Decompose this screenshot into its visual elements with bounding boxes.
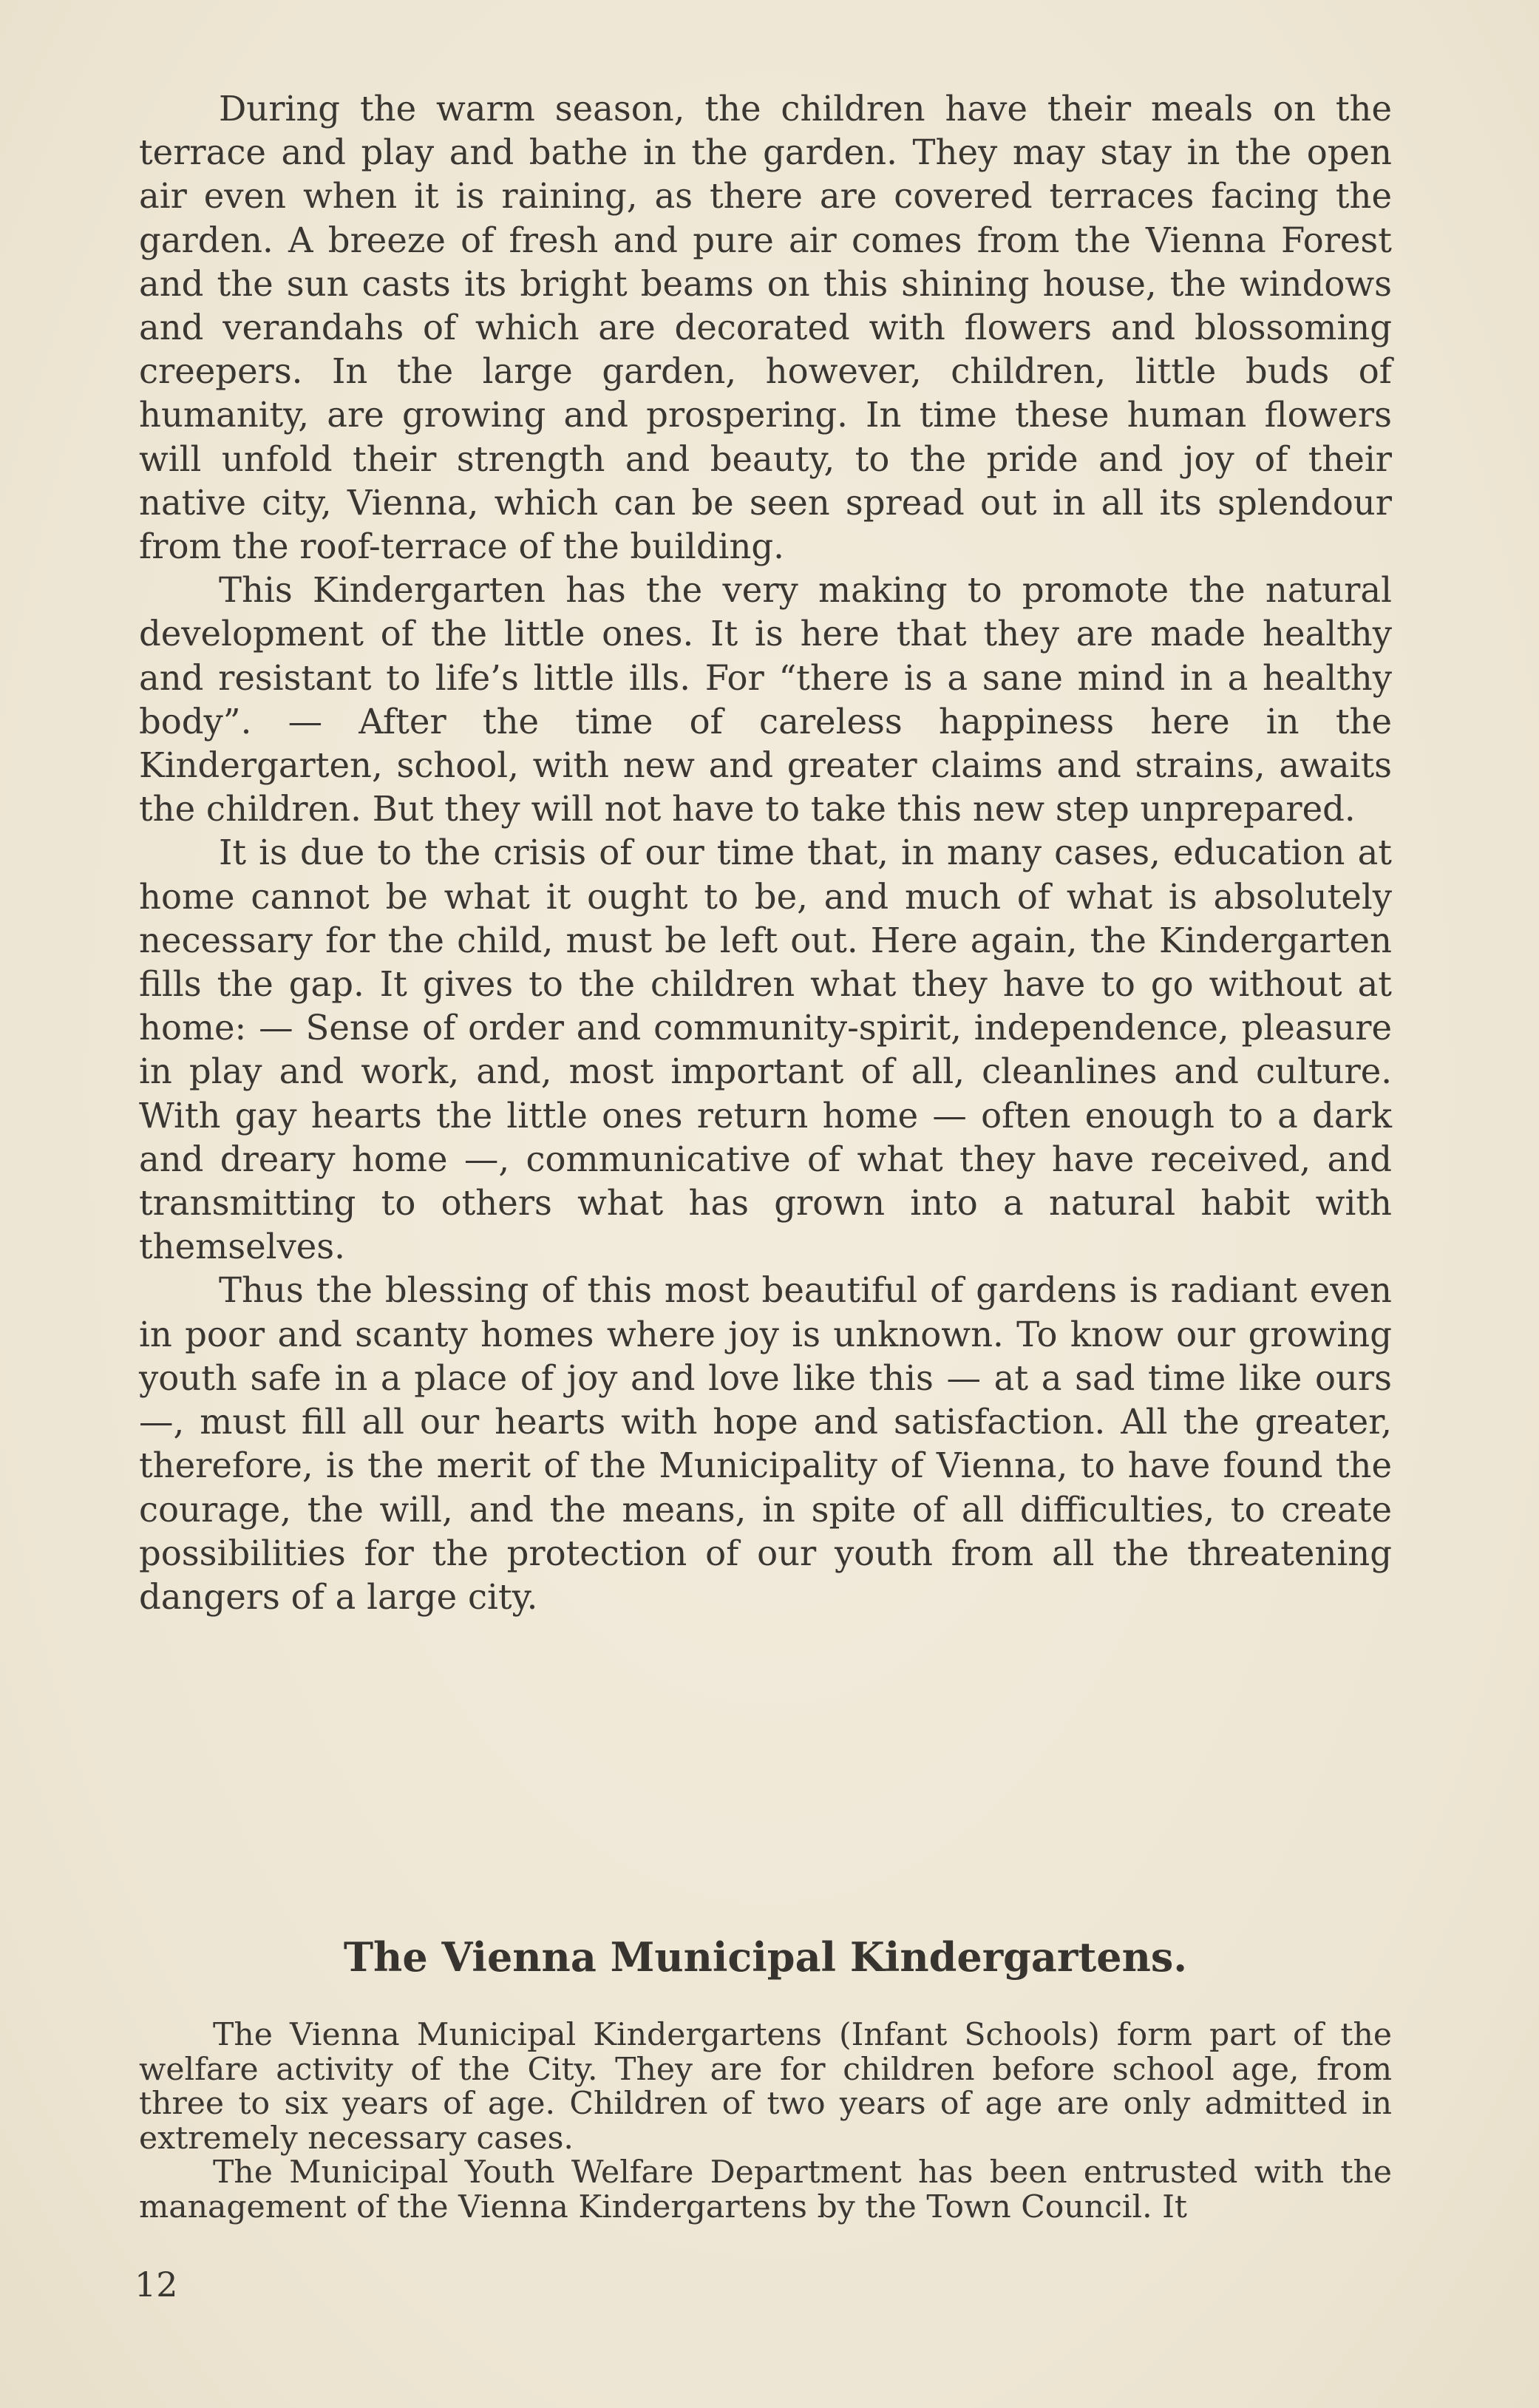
paragraph-education-at-home: It is due to the crisis of our time that, in many cases, education at home cannot be what it ought to be, and much of what is absolutely necessary for the child, must be left out. Here again, the Kindergarten fills the gap. It gives to the children what they have to go without at home: — Sense of order and community-spirit, independence, pleasure in play and work, and, most important of all, cleanlines and culture. With gay hearts the little ones return home — often enough to a dark and dreary home —, communicative of what they have received, and transmitting to others what has grown into a natural habit with themselves. [139, 832, 1392, 1267]
page-number: 12 [135, 2265, 178, 2304]
paragraph-youth-welfare-department: The Municipal Youth Welfare Department has been entrusted with the management of the Vienna Kindergartens by the Town Council. It [139, 2154, 1392, 2225]
paragraph-blessing-of-gardens: Thus the blessing of this most beautiful of gardens is radiant even in poor and scanty homes where joy is unknown. To know our growing youth safe in a place of joy and love like this — at a sad time like ours —, must fill all our hearts with hope and satisfaction. All the greater, therefore, is the merit of the Municipality of Vienna, to have found the courage, the will, and the means, in spite of all difficulties, to create possibilities for the protection of our youth from all the threatening dangers of a large city. [139, 1270, 1392, 1617]
paragraph-natural-development: This Kindergarten has the very making to promote the natural development of the little ones. It is here that they are made healthy and resistant to life’s little ills. For “there is a sane mind in a healthy body”. — After the time of careless happiness here in the Kindergarten, school, with new and greater claims and strains, awaits the children. But they will not have to take this new step unprepared. [139, 570, 1392, 830]
article-body [139, 87, 1392, 1619]
paragraph-infant-schools: The Vienna Municipal Kindergartens (Infant Schools) form part of the welfare activity of the City. They are for children before school age, from three to six years of age. Children of two years of age are only admitted in extremely necessary cases. [139, 2017, 1392, 2157]
paragraph-garden-terraces: During the warm season, the children have their meals on the terrace and play and bathe in the garden. They may stay in the open air even when it is raining, as there are covered terraces facing the garden. A breeze of fresh and pure air comes from the Vienna Forest and the sun casts its bright beams on this shining house, the windows and verandahs of which are decorated with flowers and blossoming creepers. In the large garden, however, children, little buds of humanity, are growing and prospering. In time these human flowers will unfold their strength and beauty, to the pride and joy of their native city, Vienna, which can be seen spread out in all its splendour from the roof-terrace of the building. [139, 89, 1392, 567]
section-heading: The Vienna Municipal Kindergartens. [343, 1933, 1188, 1981]
section-body [139, 2018, 1392, 2225]
